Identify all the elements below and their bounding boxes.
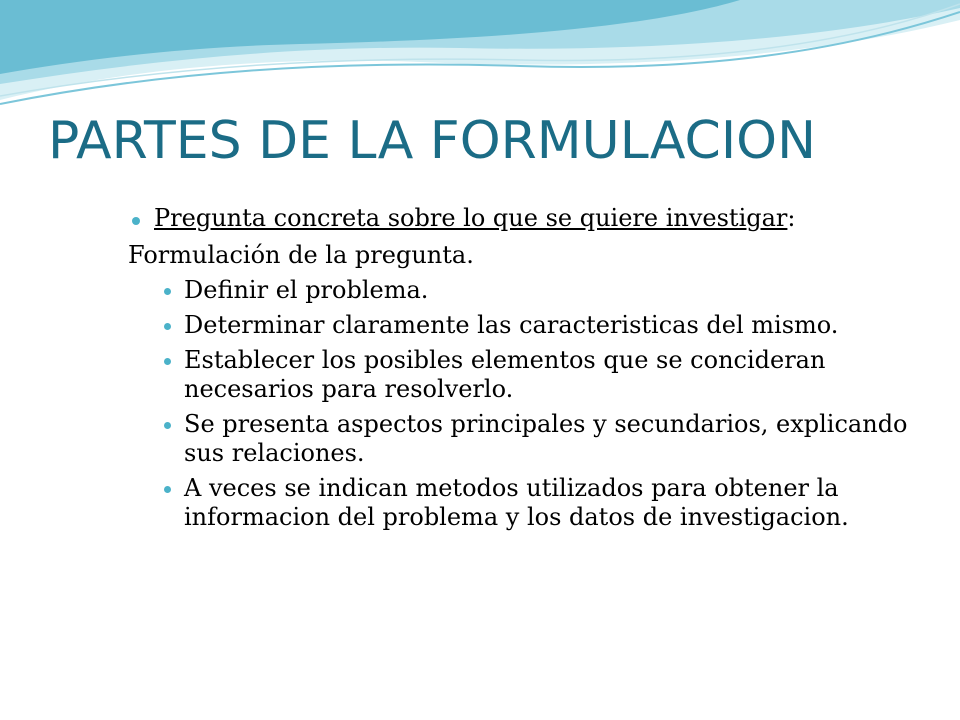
bullet-dot-icon	[164, 358, 171, 365]
list-item-text: Determinar claramente las caracteristicas del mismo.	[184, 311, 839, 339]
bullet-dot-icon	[164, 288, 171, 295]
list-item-text: A veces se indican metodos utilizados para obtener la informacion del problema y los datos de investigacion.	[184, 474, 849, 531]
main-bullet-suffix: :	[787, 204, 796, 232]
slide-title: PARTES DE LA FORMULACION	[48, 111, 816, 171]
list-item	[160, 311, 918, 340]
sub-bullet-list	[128, 276, 918, 532]
bullet-dot-icon	[164, 486, 171, 493]
bullet-dot-icon	[164, 323, 171, 330]
list-item	[160, 346, 918, 404]
list-item	[160, 410, 918, 468]
list-item	[160, 474, 918, 532]
list-item	[160, 276, 918, 305]
main-bullet	[128, 204, 918, 233]
bullet-dot-icon	[164, 422, 171, 429]
list-item-text: Definir el problema.	[184, 276, 429, 304]
list-item-text: Se presenta aspectos principales y secundarios, explicando sus relaciones.	[184, 410, 908, 467]
subheading: Formulación de la pregunta.	[128, 241, 474, 269]
list-item-text: Establecer los posibles elementos que se concideran necesarios para resolverlo.	[184, 346, 826, 403]
main-bullet-text: Pregunta concreta sobre lo que se quiere investigar	[154, 204, 788, 232]
bullet-dot-icon	[132, 217, 140, 225]
slide-content	[128, 204, 918, 538]
